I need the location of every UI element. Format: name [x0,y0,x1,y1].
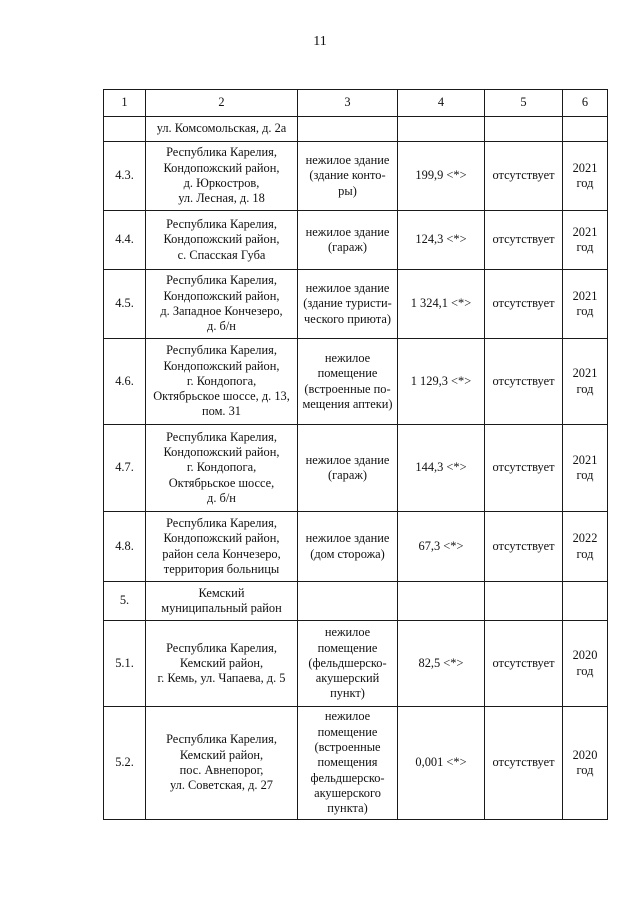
object-type-line: нежилое [324,625,371,640]
address-line: Кондопожский район, [163,445,280,460]
table-row [104,142,608,211]
object-type-line: (гараж) [327,468,368,482]
object-type-line: (здание конто- [309,168,386,183]
area-cell: 1 129,3 <*> [398,339,485,425]
column-header: 2 [146,90,298,117]
object-type-cell [298,117,398,142]
year-line: год [576,176,594,190]
object-type-cell [298,425,398,512]
address-line: г. Кемь, ул. Чапаева, д. 5 [157,671,286,686]
row-number-cell: 4.5. [104,270,146,339]
year-cell [563,142,608,211]
row-number-cell [104,117,146,142]
column-header: 6 [563,90,608,117]
address-line: Республика Карелия, [166,732,277,747]
encumbrance-cell: отсутствует [485,707,563,820]
year-cell [563,117,608,142]
year-line: 2021 [572,366,598,381]
area-cell: 199,9 <*> [398,142,485,211]
address-cell [146,425,298,512]
address-line: д. Западное Кончезеро, [160,304,283,318]
row-number-cell: 5.2. [104,707,146,820]
table-row [104,512,608,582]
year-line: 2022 [572,531,598,546]
address-line: д. б/н [207,490,236,505]
object-type-line: помещение [317,366,378,381]
address-cell [146,117,298,142]
row-number-cell: 5.1. [104,621,146,707]
object-type-line: (гараж) [327,240,368,254]
object-type-line: (фельдшерско- [308,655,387,670]
table-row [104,707,608,820]
object-type-line: (встроенные [314,740,381,755]
address-cell [146,339,298,425]
column-header: 5 [485,90,563,117]
row-number-cell: 4.8. [104,512,146,582]
address-line: Кемский район, [179,747,264,762]
table-row [104,425,608,512]
address-cell [146,707,298,820]
object-type-line: ческого приюта) [304,311,391,326]
address-line: Кондопожский район, [163,531,280,546]
address-line: пос. Авнепорог, [179,763,264,777]
object-type-line: акушерский [315,671,380,686]
row-number-cell: 4.6. [104,339,146,425]
year-cell [563,621,608,707]
column-header: 4 [398,90,485,117]
table-row [104,211,608,270]
address-line: Кондопожский район, [163,232,280,247]
object-type-cell [298,142,398,211]
year-line: год [576,240,594,254]
address-line: Октябрьское шоссе, [168,475,275,490]
area-cell [398,117,485,142]
object-type-line: мещения аптеки) [302,396,393,411]
area-cell: 124,3 <*> [398,211,485,270]
encumbrance-cell [485,117,563,142]
object-type-cell [298,582,398,621]
address-line: Кондопожский район, [163,160,280,175]
year-line: год [576,304,594,318]
address-line: Кондопожский район, [163,358,280,373]
area-cell: 1 324,1 <*> [398,270,485,339]
year-cell [563,339,608,425]
address-line: г. Кондопога, [186,460,257,475]
object-type-line: нежилое здание [305,452,390,467]
address-line: г. Кондопога, [186,373,257,388]
object-type-line: нежилое [324,709,371,724]
address-cell [146,582,298,621]
row-number-cell: 5. [104,582,146,621]
address-line: ул. Комсомольская, д. 2а [156,121,287,136]
year-line: 2021 [572,224,598,239]
encumbrance-cell: отсутствует [485,339,563,425]
page-number: 11 [313,34,327,49]
address-line: район села Кончезеро, [162,546,281,561]
table-row [104,270,608,339]
address-line: д. б/н [207,319,236,334]
table-row [104,621,608,707]
continuation-row [104,117,608,142]
address-line: Республика Карелия, [166,273,277,288]
object-type-line: пункт) [330,686,365,701]
area-cell: 82,5 <*> [398,621,485,707]
area-cell: 144,3 <*> [398,425,485,512]
column-header: 1 [104,90,146,117]
object-type-line: фельдшерско- [310,770,385,785]
encumbrance-cell: отсутствует [485,425,563,512]
address-line: пом. 31 [201,404,242,419]
object-type-line: помещения [317,755,378,770]
year-line: год [576,381,594,396]
address-line: Республика Карелия, [166,640,277,655]
object-type-line: нежилое здание [305,153,390,168]
year-line: 2021 [572,452,598,467]
area-cell: 67,3 <*> [398,512,485,582]
property-table [103,89,608,820]
row-number-cell: 4.3. [104,142,146,211]
object-type-line: (дом сторожа) [310,546,385,561]
object-type-cell [298,707,398,820]
object-type-line: помещение [317,724,378,739]
object-type-line: ры) [338,183,357,198]
row-number-cell: 4.7. [104,425,146,512]
year-cell [563,211,608,270]
object-type-line: акушерского [314,785,381,800]
address-cell [146,270,298,339]
address-line: территория больницы [163,561,280,576]
year-line: 2020 [572,648,598,663]
year-cell [563,270,608,339]
object-type-line: (встроенные по- [304,381,391,396]
address-line: Республика Карелия, [166,343,277,358]
address-line: Октябрьское шоссе, д. 13, [153,389,290,404]
object-type-line: нежилое здание [305,531,390,546]
property-rows [104,142,608,820]
object-type-cell [298,339,398,425]
encumbrance-cell: отсутствует [485,270,563,339]
object-type-line: нежилое здание [305,224,390,239]
address-line: с. Спасская Губа [177,247,266,262]
address-line: ул. Советская, д. 27 [170,778,273,793]
year-line: год [576,763,594,777]
address-line: ул. Лесная, д. 18 [178,191,265,206]
object-type-cell [298,211,398,270]
address-line: Республика Карелия, [166,429,277,444]
object-type-line: помещение [317,640,378,655]
year-cell [563,582,608,621]
area-cell: 0,001 <*> [398,707,485,820]
address-line: Кемский район, [179,655,264,670]
year-line: 2021 [572,160,598,175]
year-line: год [576,468,594,482]
object-type-cell [298,270,398,339]
object-type-line: пункта) [327,801,368,816]
encumbrance-cell: отсутствует [485,142,563,211]
year-cell [563,425,608,512]
address-line: муниципальный район [161,601,282,615]
address-cell [146,211,298,270]
table-row [104,339,608,425]
address-cell [146,621,298,707]
row-number-cell: 4.4. [104,211,146,270]
table-row [104,582,608,621]
address-line: Республика Карелия, [166,217,277,232]
encumbrance-cell: отсутствует [485,211,563,270]
object-type-line: (здание туристи- [303,296,392,311]
object-type-line: нежилое [324,350,371,365]
object-type-cell [298,621,398,707]
address-line: д. Юркостров, [183,176,260,190]
object-type-line: нежилое здание [305,281,390,296]
year-line: 2021 [572,288,598,303]
address-cell [146,142,298,211]
address-cell [146,512,298,582]
encumbrance-cell [485,582,563,621]
address-line: Кемский [198,585,245,600]
year-line: год [576,546,594,561]
address-line: Кондопожский район, [163,288,280,303]
address-line: Республика Карелия, [166,515,277,530]
encumbrance-cell: отсутствует [485,512,563,582]
address-line: Республика Карелия, [166,145,277,160]
year-line: год [576,663,594,678]
year-cell [563,512,608,582]
column-header: 3 [298,90,398,117]
year-cell [563,707,608,820]
year-line: 2020 [572,747,598,762]
area-cell [398,582,485,621]
encumbrance-cell: отсутствует [485,621,563,707]
table-header-row [104,90,608,117]
object-type-cell [298,512,398,582]
